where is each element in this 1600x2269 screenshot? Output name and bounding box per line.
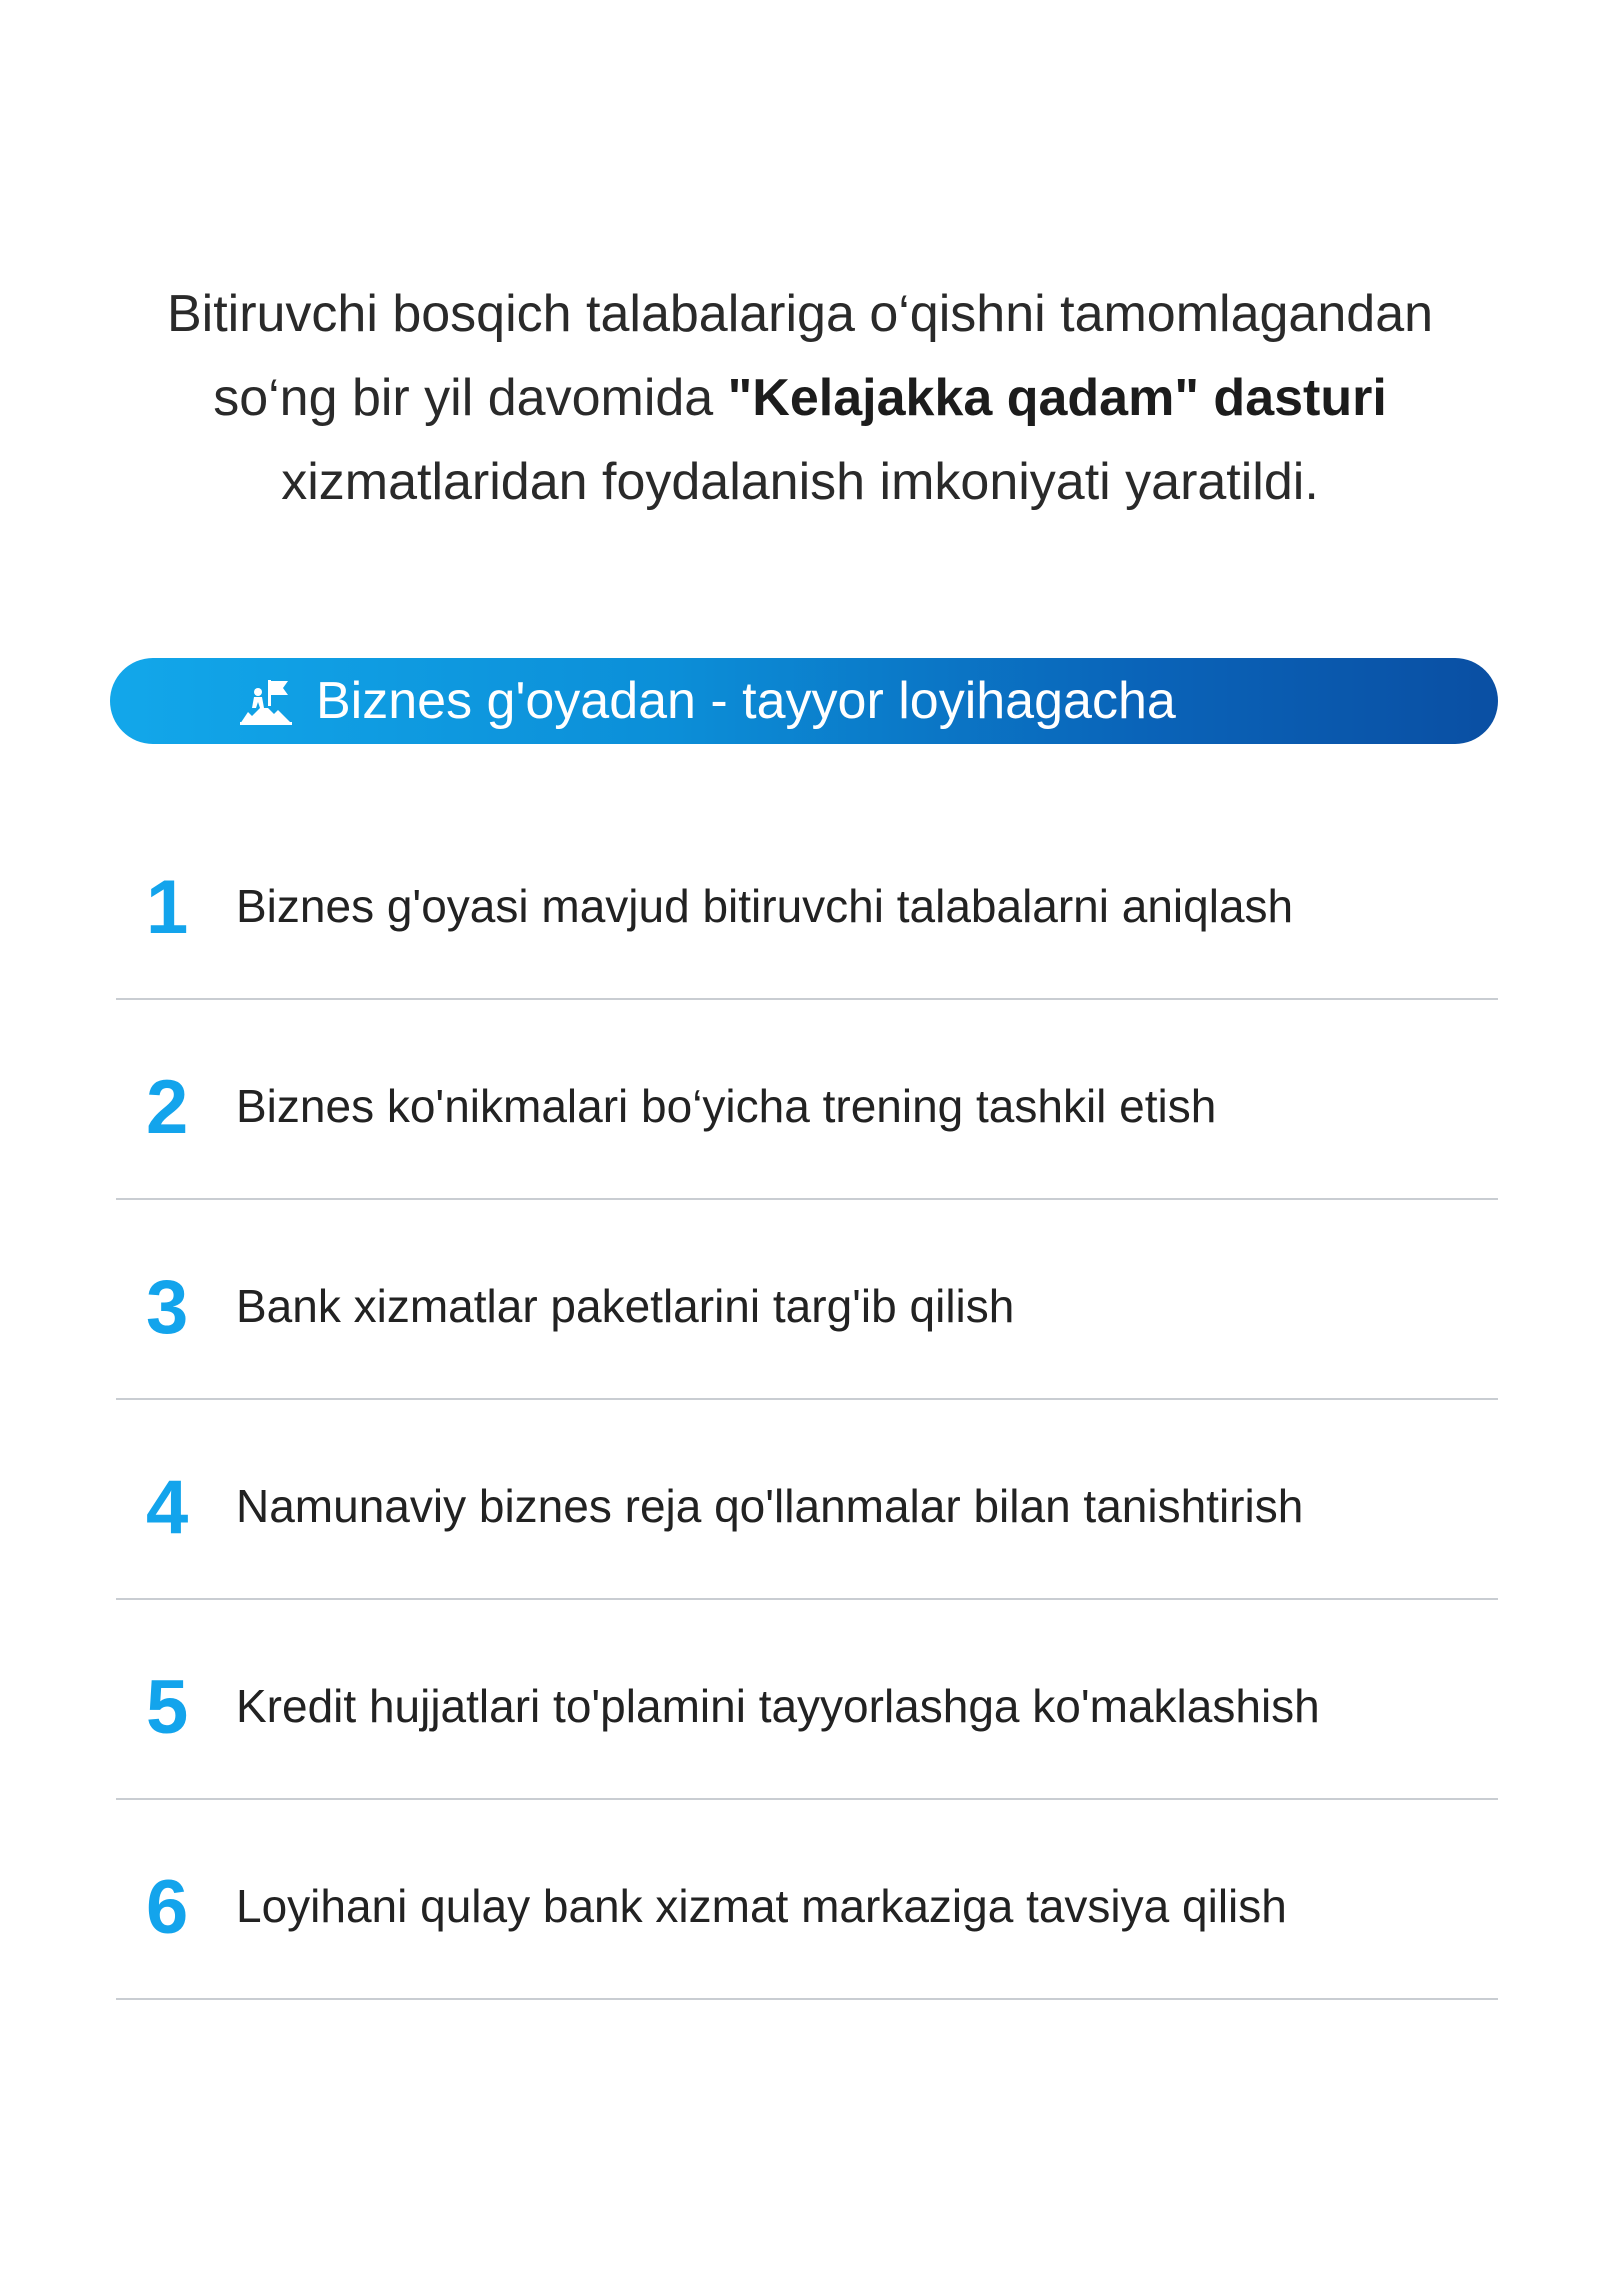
steps-list	[116, 800, 1498, 2000]
step-text: Bank xizmatlar paketlarini targ'ib qilish	[236, 1280, 1015, 1332]
step-number: 1	[146, 865, 189, 950]
section-banner	[110, 658, 1498, 744]
step-text: Biznes g'oyasi mavjud bitiruvchi talabalarni aniqlash	[236, 880, 1294, 932]
step-number: 2	[146, 1065, 189, 1150]
program-name: "Kelajakka qadam" dasturi	[727, 369, 1387, 427]
list-item	[116, 1200, 1498, 1400]
list-item	[116, 1800, 1498, 2000]
banner-title: Biznes g'oyadan - tayyor loyihagacha	[316, 672, 1176, 730]
list-item	[116, 1000, 1498, 1200]
step-number: 5	[146, 1665, 189, 1750]
step-number: 3	[146, 1265, 189, 1350]
intro-line-3: xizmatlaridan foydalanish imkoniyati yaratildi.	[281, 453, 1319, 511]
step-text: Kredit hujjatlari to'plamini tayyorlashga ko'maklashish	[236, 1680, 1320, 1732]
list-item	[116, 800, 1498, 1000]
intro-line-2-start: so‘ng bir yil davomida	[213, 369, 728, 427]
intro-paragraph	[90, 272, 1510, 524]
list-item	[116, 1600, 1498, 1800]
step-text: Biznes ko'nikmalari bo‘yicha trening tashkil etish	[236, 1080, 1217, 1132]
list-item	[116, 1400, 1498, 1600]
step-text: Namunaviy biznes reja qo'llanmalar bilan tanishtirish	[236, 1480, 1304, 1532]
intro-line-1: Bitiruvchi bosqich talabalariga o‘qishni tamomlagandan	[166, 285, 1434, 343]
intro-line-2	[90, 356, 1510, 440]
step-number: 6	[146, 1865, 189, 1950]
step-number: 4	[146, 1465, 189, 1550]
step-text: Loyihani qulay bank xizmat markaziga tavsiya qilish	[236, 1880, 1287, 1932]
mountain-flag-icon	[238, 678, 294, 726]
